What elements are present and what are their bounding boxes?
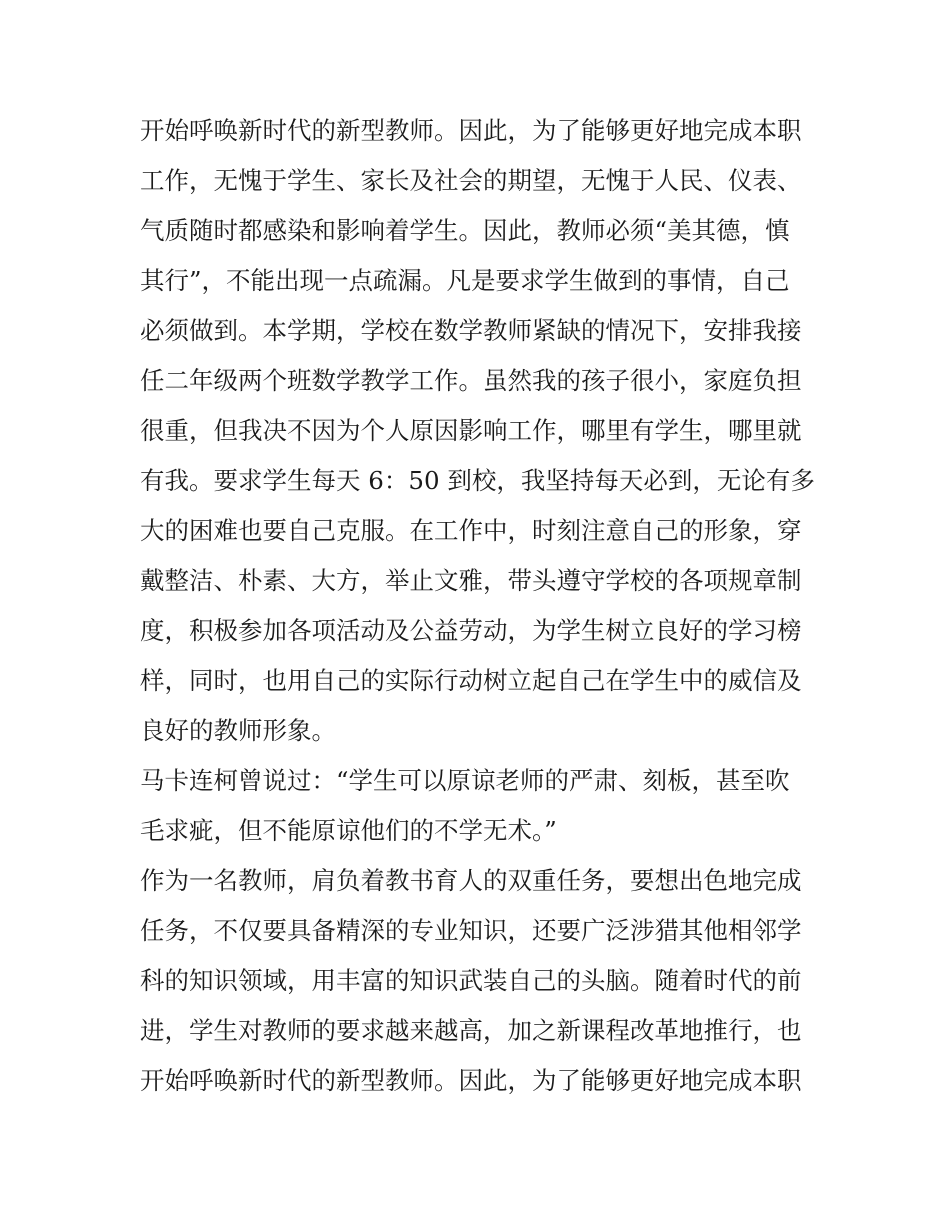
text-line: 其行”，不能出现一点疏漏。凡是要求学生做到的事情，自己	[140, 266, 790, 295]
text-line: 工作，无愧于学生、家长及社会的期望，无愧于人民、仪表、	[140, 166, 802, 195]
text-line: 作为一名教师，肩负着教书育人的双重任务，要想出色地完成	[140, 866, 802, 895]
text-line: 任二年级两个班数学教学工作。虽然我的孩子很小，家庭负担	[140, 366, 802, 395]
text-line: 良好的教师形象。	[140, 716, 336, 745]
text-line: 毛求疵，但不能原谅他们的不学无术。”	[140, 816, 557, 845]
text-line: 开始呼唤新时代的新型教师。因此，为了能够更好地完成本职	[140, 116, 802, 145]
text-line: 任务，不仅要具备精深的专业知识，还要广泛涉猎其他相邻学	[140, 916, 802, 945]
text-line: 气质随时都感染和影响着学生。因此，教师必须“美其德，慎	[140, 216, 790, 245]
text-line: 马卡连柯曾说过：“学生可以原谅老师的严肃、刻板，甚至吹	[140, 766, 790, 795]
text-line: 进，学生对教师的要求越来越高，加之新课程改革地推行，也	[140, 1016, 802, 1045]
text-line: 戴整洁、朴素、大方，举止文雅，带头遵守学校的各项规章制	[140, 566, 802, 595]
text-line: 有我。要求学生每天 6：50 到校，我坚持每天必到，无论有多	[140, 466, 815, 495]
text-line: 科的知识领域，用丰富的知识武装自己的头脑。随着时代的前	[140, 966, 802, 995]
text-line: 开始呼唤新时代的新型教师。因此，为了能够更好地完成本职	[140, 1066, 802, 1095]
text-line: 大的困难也要自己克服。在工作中，时刻注意自己的形象，穿	[140, 516, 802, 545]
text-line: 度，积极参加各项活动及公益劳动，为学生树立良好的学习榜	[140, 616, 802, 645]
text-line: 必须做到。本学期，学校在数学教师紧缺的情况下，安排我接	[140, 316, 802, 345]
body-text	[140, 106, 815, 1106]
text-line: 样，同时，也用自己的实际行动树立起自己在学生中的威信及	[140, 666, 802, 695]
text-line: 很重，但我决不因为个人原因影响工作，哪里有学生，哪里就	[140, 416, 802, 445]
